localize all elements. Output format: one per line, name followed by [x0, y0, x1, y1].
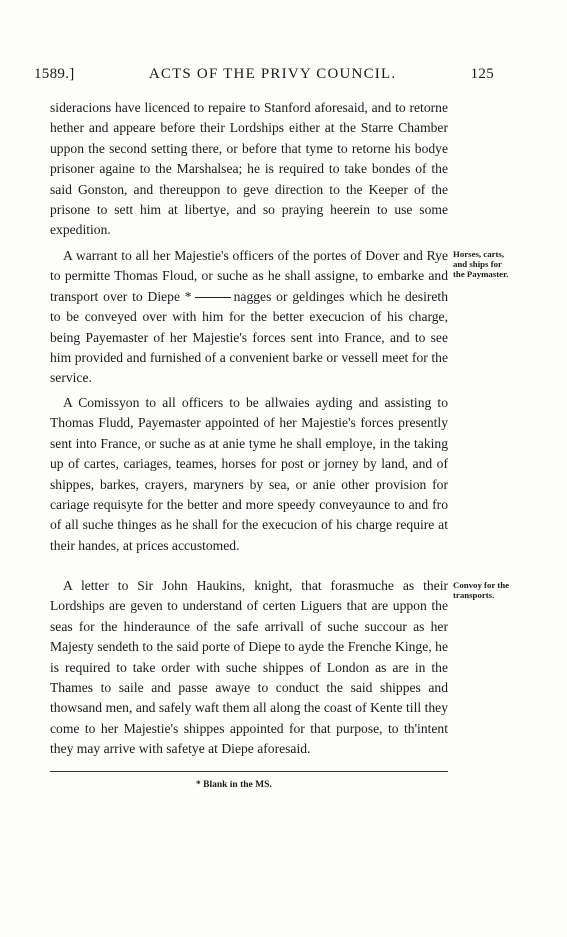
paragraph-text: sideracions have licenced to repaire to Stanford aforesaid, and to retorne hether and appeare before their Lordships either at the Starre Chamber uppon the second setting there, or before that tyme to retorne his bodye prisoner againe to the Marshalsea; he is required to take bondes of the said Gonston, and thereuppon to geve direction to the Keeper of the prisone to sett him at libertye, and so praying heerein to use some expedition. [50, 100, 448, 238]
blank-dash [195, 297, 231, 298]
paragraph-text-before: A warrant to all her Majestie's officers of the portes of Dover and Rye to permitte Thomas Floud, or suche as he shall assigne, to embarke and transport over to Diepe * [50, 248, 448, 304]
paragraph-warrant [50, 246, 448, 389]
paragraph-letter [50, 576, 448, 760]
paragraph-text: A letter to Sir John Haukins, knight, that forasmuche as their Lordships are geven to understand of certen Liguers that are uppon the seas for the hinderaunce of the safe arrivall of suche succour as her Majesty sendeth to the said porte of Diepe to ayde the Frenche Kinge, he is required to take order with suche shippes of London as are in the Thames to saile and passe awaye to conduct the said shippes and thowsand men, and safely waft them all along the coast of Kente till they come to her Majestie's shippes appointed for that purpose, to th'intent they may arrive with safetye at Diepe aforesaid. [50, 578, 448, 757]
paragraph-text: A Comissyon to all officers to be allwaies ayding and assisting to Thomas Fludd, Payemaster appointed of her Majestie's forces presently sent into France, or suche as at anie tyme he shall employe, in the taking up of cartes, cariages, teames, horses for post or jorney by land, and of shippes, barkes, crayers, maryners by sea, or anie other provision for cariage requisyte for the better and more speedy conveyaunce to and fro of all suche thinges as he shall for the execucion of his charge require at their handes, at prices accustomed. [50, 395, 448, 553]
footnote: * Blank in the MS. [196, 780, 272, 790]
header-page-number: 125 [470, 66, 494, 82]
header-year: 1589.] [34, 66, 75, 82]
header-title: ACTS OF THE PRIVY COUNCIL. [148, 66, 397, 82]
margin-note-horses: Horses, carts, and ships for the Paymaster. [453, 249, 509, 279]
margin-note-convoy: Convoy for the transports. [453, 580, 510, 600]
footnote-rule [50, 771, 448, 772]
paragraph-text [50, 246, 448, 389]
paragraph-text-after: nagges or geldinges which he desireth to be conveyed over with him for the better execucion of his charge, being Payemaster of her Majestie's forces sent into France, and to see him provided and furnished of a convenient barke or vessell meet for the service. [50, 288, 448, 386]
paragraph-continuation [50, 98, 448, 241]
page-header [34, 66, 494, 83]
paragraph-comissyon [50, 393, 448, 556]
